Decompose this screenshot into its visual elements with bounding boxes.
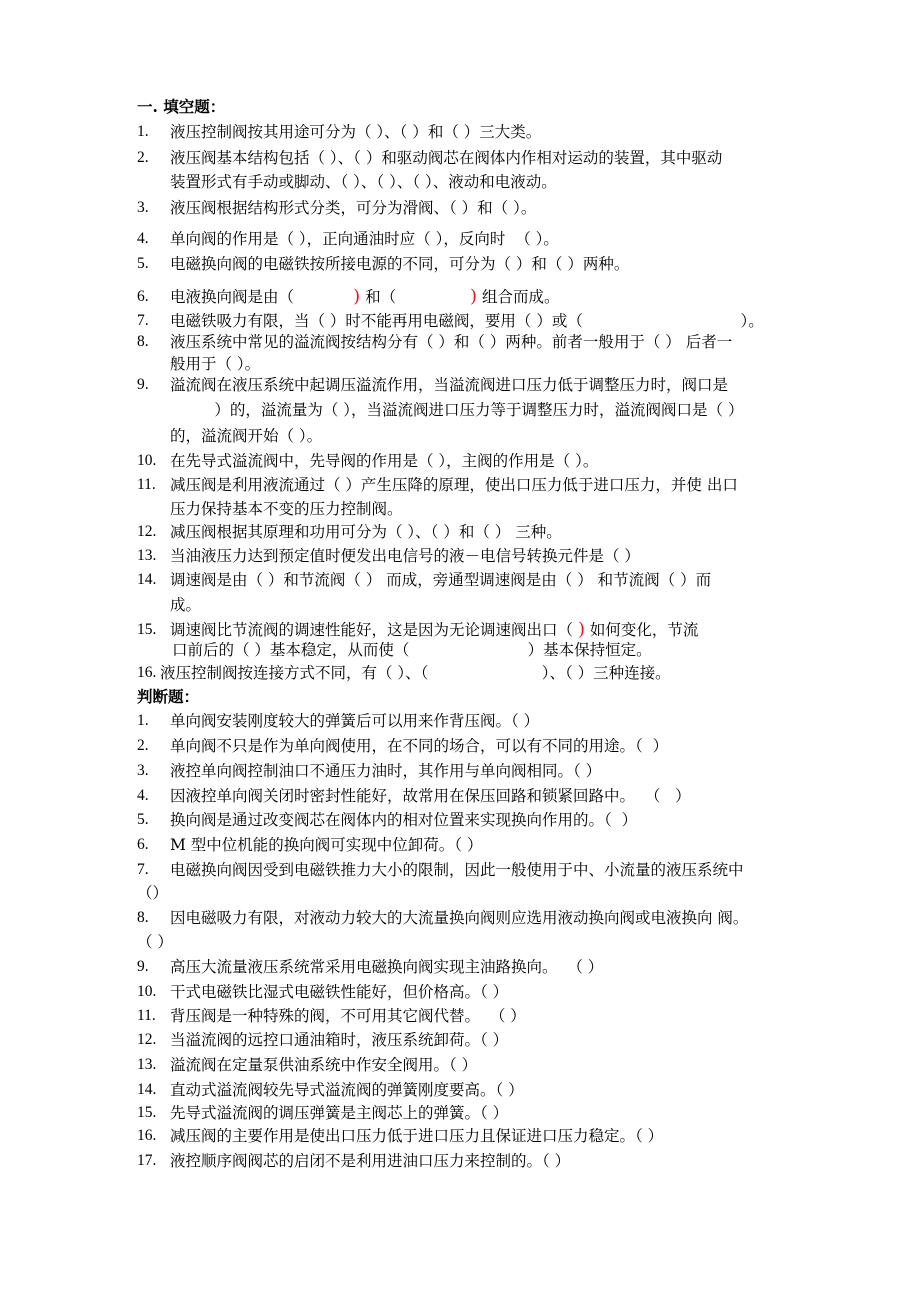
question-text-line bbox=[137, 932, 173, 952]
question-text-line bbox=[170, 1080, 524, 1100]
question-text-line bbox=[137, 883, 168, 903]
question-number: 16. bbox=[137, 1127, 157, 1144]
text-segment: 单向阀安装刚度较大的弹簧后可以用来作背压阀。（ ） bbox=[170, 712, 540, 730]
question-text-line bbox=[170, 908, 748, 928]
question-text-line bbox=[170, 570, 711, 590]
text-segment: 液压控制阀按连接方式不同，有（ ）、（ ）、（ ）三种连接。 bbox=[160, 664, 671, 682]
question-number: 4. bbox=[137, 787, 149, 804]
question-number: 10. bbox=[137, 452, 157, 469]
question-text-line bbox=[170, 860, 744, 880]
text-segment: 组合而成。 bbox=[477, 288, 560, 306]
question-number: 2. bbox=[137, 149, 149, 166]
question-number: 8. bbox=[137, 333, 149, 350]
text-segment: 减压阀根据其原理和功用可分为（ ）、（ ）和（ ） 三种。 bbox=[170, 523, 562, 541]
question-text-line bbox=[170, 311, 764, 331]
text-segment: 减压阀是利用液流通过（ ）产生压降的原理，使出口压力低于进口压力，并使 出口 bbox=[170, 476, 738, 494]
question-number: 14. bbox=[137, 1081, 157, 1098]
question-text-line bbox=[170, 1103, 508, 1123]
true-false-section-heading: 判断题： bbox=[137, 687, 200, 706]
text-segment: 因电磁吸力有限，对液动力较大的大流量换向阀则应选用液动换向阀或电液换向 阀。 bbox=[170, 909, 749, 927]
question-number: 10. bbox=[137, 983, 157, 1000]
text-segment: 电磁换向阀因受到电磁铁推力大小的限制，因此一般使用于中、小流量的液压系统中 bbox=[170, 861, 744, 879]
question-text-line bbox=[170, 499, 403, 519]
question-number: 13. bbox=[137, 1056, 157, 1073]
question-text-line bbox=[170, 198, 536, 218]
question-text-line bbox=[170, 354, 260, 374]
question-text-line bbox=[170, 1126, 663, 1146]
text-segment: 背压阀是一种特殊的阀，不可用其它阀代替。 （ ） bbox=[170, 1007, 526, 1025]
text-segment: 单向阀不只是作为单向阀使用，在不同的场合，可以有不同的用途。（ ） bbox=[170, 737, 669, 755]
question-text-line bbox=[170, 229, 559, 249]
text-segment: 液压控制阀按其用途可分为（ ）、（ ）和（ ）三大类。 bbox=[170, 123, 542, 141]
text-segment: 电磁换向阀的电磁铁按所接电源的不同，可分为（ ）和（ ）两种。 bbox=[170, 255, 630, 273]
question-number: 11. bbox=[137, 1007, 156, 1024]
fill-in-section-heading: 一. 填空题： bbox=[137, 97, 226, 116]
question-number: 7. bbox=[137, 312, 149, 329]
question-text-line bbox=[160, 663, 671, 683]
text-segment: 口前后的（ ）基本稳定，从而使（ ）基本保持恒定。 bbox=[172, 641, 652, 659]
text-segment: 减压阀的主要作用是使出口压力低于进口压力且保证进口压力稳定。（ ） bbox=[170, 1127, 664, 1145]
question-text-line bbox=[170, 761, 601, 781]
question-text-line bbox=[170, 711, 539, 731]
question-number: 6. bbox=[137, 288, 149, 305]
question-text-line bbox=[172, 640, 652, 660]
question-text-line bbox=[170, 400, 743, 420]
text-segment: 溢流阀在液压系统中起调压溢流作用，当溢流阀进口压力低于调整压力时，阀口是 bbox=[170, 376, 729, 394]
text-segment: 液压阀基本结构包括（ ）、（ ）和驱动阀芯在阀体内作相对运动的装置，其中驱动 bbox=[170, 149, 723, 167]
question-text-line bbox=[170, 254, 629, 274]
question-number: 11. bbox=[137, 476, 156, 493]
question-text-line bbox=[170, 332, 732, 352]
question-text-line bbox=[170, 122, 541, 142]
question-number: 12. bbox=[137, 1031, 157, 1048]
question-text-line bbox=[170, 736, 668, 756]
text-segment: 在先导式溢流阀中，先导阀的作用是（ ），主阀的作用是（ ）。 bbox=[170, 452, 599, 470]
question-number: 14. bbox=[137, 571, 157, 588]
question-text-line bbox=[170, 620, 698, 640]
question-text-line bbox=[170, 1006, 526, 1026]
text-segment: 直动式溢流阀较先导式溢流阀的弹簧刚度要高。（ ） bbox=[170, 1081, 524, 1099]
text-segment: 压力保持基本不变的压力控制阀。 bbox=[170, 500, 403, 518]
question-number: 3. bbox=[137, 762, 149, 779]
question-number: 8. bbox=[137, 909, 149, 926]
text-segment: 般用于（ ）。 bbox=[170, 355, 261, 373]
question-text-line bbox=[170, 546, 640, 566]
text-segment: 如何变化，节流 bbox=[584, 621, 699, 639]
question-number: 12. bbox=[137, 523, 157, 540]
text-segment: 和（ bbox=[360, 288, 470, 306]
question-text-line bbox=[170, 1151, 570, 1171]
question-text-line bbox=[170, 375, 728, 395]
question-number: 5. bbox=[137, 255, 149, 272]
text-segment: 装置形式有手动或脚动、（ ）、（ ）、（ ）、液动和电液动。 bbox=[170, 173, 557, 191]
question-text-line bbox=[170, 475, 738, 495]
question-text-line bbox=[170, 287, 559, 307]
text-segment: 当溢流阀的远控口通油箱时，液压系统卸荷。（ ） bbox=[170, 1031, 509, 1049]
text-segment: 电液换向阀是由（ bbox=[170, 288, 354, 306]
text-segment: 电磁铁吸力有限，当（ ）时不能再用电磁阀，要用（ ）或（ ）。 bbox=[170, 312, 764, 330]
red-annotation-paren: ) bbox=[470, 286, 478, 307]
question-text-line bbox=[170, 1055, 477, 1075]
question-text-line bbox=[170, 426, 322, 446]
question-text-line bbox=[170, 1030, 508, 1050]
question-number: 15. bbox=[137, 1104, 157, 1121]
question-text-line bbox=[170, 810, 637, 830]
question-text-line bbox=[170, 595, 201, 615]
text-segment: 成。 bbox=[170, 596, 202, 614]
red-annotation-paren: ) bbox=[353, 286, 361, 307]
question-text-line bbox=[170, 148, 722, 168]
question-number: 7. bbox=[137, 861, 149, 878]
text-segment: 的，溢流阀开始（ ）。 bbox=[170, 427, 323, 445]
question-number: 6. bbox=[137, 836, 149, 853]
question-number: 17. bbox=[137, 1152, 157, 1169]
question-text-line bbox=[170, 172, 557, 192]
question-number: 1. bbox=[137, 712, 149, 729]
text-segment: 调速阀是由（ ）和节流阀（ ） 而成，旁通型调速阀是由（ ） 和节流阀（ ）而 bbox=[170, 571, 712, 589]
text-segment: 换向阀是通过改变阀芯在阀体内的相对位置来实现换向作用的。（ ） bbox=[170, 811, 638, 829]
question-text-line bbox=[170, 957, 603, 977]
question-number: 16. bbox=[137, 664, 157, 681]
text-segment: 液控单向阀控制油口不通压力油时，其作用与单向阀相同。（ ） bbox=[170, 762, 602, 780]
text-segment: 单向阀的作用是（ ），正向通油时应（ ），反向时 （ ）。 bbox=[170, 230, 559, 248]
question-number: 3. bbox=[137, 199, 149, 216]
text-segment: 先导式溢流阀的调压弹簧是主阀芯上的弹簧。（ ） bbox=[170, 1104, 509, 1122]
question-number: 15. bbox=[137, 621, 157, 638]
text-segment: 高压大流量液压系统常采用电磁换向阀实现主油路换向。 （ ） bbox=[170, 958, 604, 976]
text-segment: ）的，溢流量为（ ），当溢流阀进口压力等于调整压力时，溢流阀阀口是（ ） bbox=[170, 401, 744, 419]
question-number: 9. bbox=[137, 376, 149, 393]
question-number: 4. bbox=[137, 230, 149, 247]
text-segment: 调速阀比节流阀的调速性能好，这是因为无论调速阀出口（ bbox=[170, 621, 578, 639]
text-segment: 溢流阀在定量泵供油系统中作安全阀用。（ ） bbox=[170, 1056, 478, 1074]
question-text-line bbox=[170, 451, 598, 471]
text-segment: M 型中位机能的换向阀可实现中位卸荷。（ ） bbox=[170, 836, 483, 854]
question-number: 9. bbox=[137, 958, 149, 975]
question-number: 5. bbox=[137, 811, 149, 828]
question-number: 1. bbox=[137, 123, 149, 140]
text-segment: （ ） bbox=[137, 933, 173, 951]
text-segment: 液压系统中常见的溢流阀按结构分有（ ）和（ ）两种。前者一般用于（ ） 后者一 bbox=[170, 333, 733, 351]
question-text-line bbox=[170, 522, 562, 542]
text-segment: 干式电磁铁比湿式电磁铁性能好，但价格高。（ ） bbox=[170, 983, 509, 1001]
text-segment: 液压阀根据结构形式分类，可分为滑阀、（ ）和（ ）。 bbox=[170, 199, 537, 217]
text-segment: 当油液压力达到预定值时便发出电信号的液－电信号转换元件是（ ） bbox=[170, 547, 640, 565]
question-text-line bbox=[170, 786, 691, 806]
text-segment: （） bbox=[137, 884, 169, 902]
text-segment: 液控顺序阀阀芯的启闭不是利用进油口压力来控制的。（ ） bbox=[170, 1152, 571, 1170]
question-number: 13. bbox=[137, 547, 157, 564]
question-number: 2. bbox=[137, 737, 149, 754]
question-text-line bbox=[170, 835, 482, 855]
red-annotation-paren: ) bbox=[577, 619, 585, 640]
text-segment: 因液控单向阀关闭时密封性能好，故常用在保压回路和锁紧回路中。 （ ） bbox=[170, 787, 691, 805]
question-text-line bbox=[170, 982, 508, 1002]
